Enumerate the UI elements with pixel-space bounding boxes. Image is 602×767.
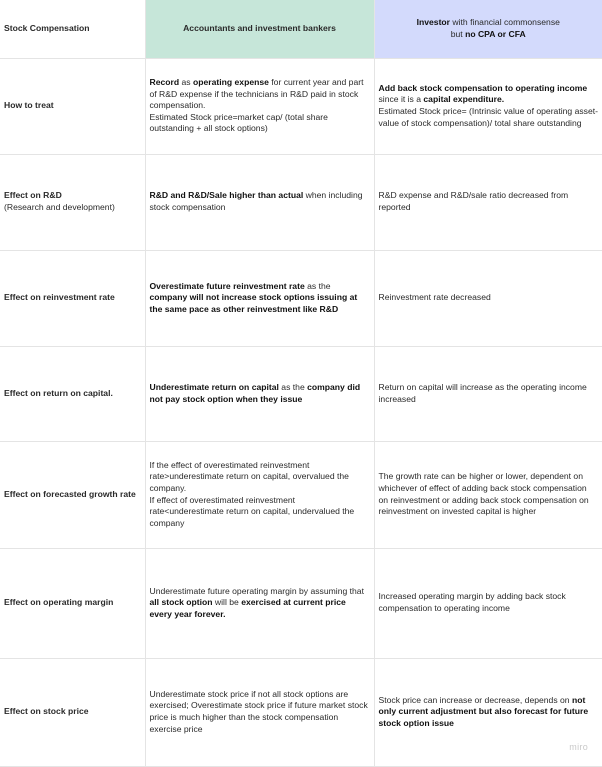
- investor-cell: [374, 58, 602, 154]
- header-investor-text-1: with financial commonsense: [450, 17, 560, 28]
- table-row: [0, 548, 602, 658]
- emphasis-text: company did not pay stock option when they issue: [149, 381, 361, 404]
- row-label: [0, 441, 145, 548]
- row-label: [0, 58, 145, 154]
- cell-text: Reinvestment rate decreased: [378, 292, 491, 303]
- emphasis-text: operating expense: [192, 77, 269, 88]
- cell-text: as the: [278, 381, 308, 392]
- cell-text: since it is a: [378, 94, 424, 105]
- header-investor-bold-1: Investor: [416, 17, 451, 28]
- table-row: [0, 58, 602, 154]
- cell-text: If the effect of overestimated reinvestment rate>underestimate return on capital, overvalued the company.: [149, 459, 349, 493]
- accountants-cell: [145, 154, 374, 250]
- cell-text: Estimated Stock price=market cap/ (total share outstanding + all stock options): [149, 111, 328, 134]
- emphasis-text: Record: [149, 77, 180, 88]
- header-investor: [374, 0, 602, 58]
- investor-cell: [374, 154, 602, 250]
- accountants-cell: [145, 658, 374, 766]
- emphasis-text: Add back stock compensation to operating income: [378, 82, 588, 93]
- row-label: [0, 154, 145, 250]
- investor-cell: [374, 441, 602, 548]
- emphasis-text: R&D and R&D/Sale higher than actual: [149, 190, 304, 201]
- row-sublabel: (Research and development): [4, 202, 115, 212]
- table-row: [0, 441, 602, 548]
- header-investor-bold-2: no CPA or CFA: [465, 28, 526, 39]
- cell-text: Estimated Stock price= (Intrinsic value of operating asset-value of stock compensation)/ total share outstanding: [378, 106, 598, 128]
- emphasis-text: all stock option: [149, 597, 213, 608]
- table-row: [0, 250, 602, 346]
- header-row: [0, 0, 602, 58]
- row-label: [0, 548, 145, 658]
- row-label-text: Effect on return on capital.: [4, 387, 113, 398]
- cell-text: If effect of overestimated reinvestment rate<underestimate return on capital, undervalued the company: [149, 494, 355, 528]
- row-label: [0, 250, 145, 346]
- emphasis-text: Overestimate future reinvestment rate: [149, 280, 305, 291]
- emphasis-text: exercised at current price every year forever.: [149, 597, 346, 619]
- header-investor-text-2: but: [450, 28, 466, 39]
- emphasis-text: Underestimate return on capital: [149, 381, 279, 392]
- emphasis-text: capital expenditure.: [423, 94, 505, 105]
- cell-text: Return on capital will increase as the operating income increased: [378, 381, 587, 404]
- table-row: [0, 658, 602, 766]
- cell-text: when including stock compensation: [149, 190, 363, 212]
- cell-text: as the: [304, 280, 331, 291]
- emphasis-text: company will not increase stock options issuing at the same pace as other reinvestment like R&D: [149, 292, 358, 314]
- row-label-text: Effect on forecasted growth rate: [4, 488, 136, 499]
- accountants-cell: [145, 250, 374, 346]
- row-label-text: Effect on stock price: [4, 706, 89, 717]
- investor-cell: [374, 346, 602, 441]
- cell-text: Underestimate stock price if not all stock options are exercised; Overestimate stock price if future market stock price is much higher than the stock compensation exercise price: [149, 688, 368, 734]
- row-label: [0, 658, 145, 766]
- cell-text: will be: [212, 597, 242, 608]
- row-label-text: How to treat: [4, 100, 54, 111]
- accountants-cell: [145, 548, 374, 658]
- accountants-cell: [145, 441, 374, 548]
- header-accountants: Accountants and investment bankers: [145, 0, 374, 58]
- investor-cell: [374, 658, 602, 766]
- row-label-text: Effect on reinvestment rate: [4, 292, 115, 303]
- cell-text: Underestimate future operating margin by assuming that: [149, 585, 364, 596]
- cell-text: Increased operating margin by adding back stock compensation to operating income: [378, 591, 566, 613]
- miro-watermark: miro: [569, 742, 588, 752]
- row-label-text: Effect on operating margin: [4, 597, 114, 608]
- accountants-cell: [145, 346, 374, 441]
- cell-text: Stock price can increase or decrease, depends on: [378, 694, 572, 705]
- row-label: [0, 346, 145, 441]
- row-label-text: Effect on R&D: [4, 190, 62, 201]
- table-row: [0, 154, 602, 250]
- table-row: [0, 346, 602, 441]
- cell-text: as: [179, 77, 193, 88]
- investor-cell: [374, 250, 602, 346]
- header-topic: Stock Compensation: [0, 0, 145, 58]
- cell-text: The growth rate can be higher or lower, dependent on whichever of effect of adding back stock compensation on reinvestment or adding back stock compensation on reinvestment on invested capital is higher: [378, 471, 589, 517]
- investor-cell: [374, 548, 602, 658]
- accountants-cell: [145, 58, 374, 154]
- cell-text: R&D expense and R&D/sale ratio decreased from reported: [378, 190, 569, 212]
- emphasis-text: not only current adjustment but also forecast for future stock option issue: [378, 694, 589, 728]
- cell-text: for current year and part of R&D expense if the technicians in R&D paid in stock compensation.: [149, 77, 364, 111]
